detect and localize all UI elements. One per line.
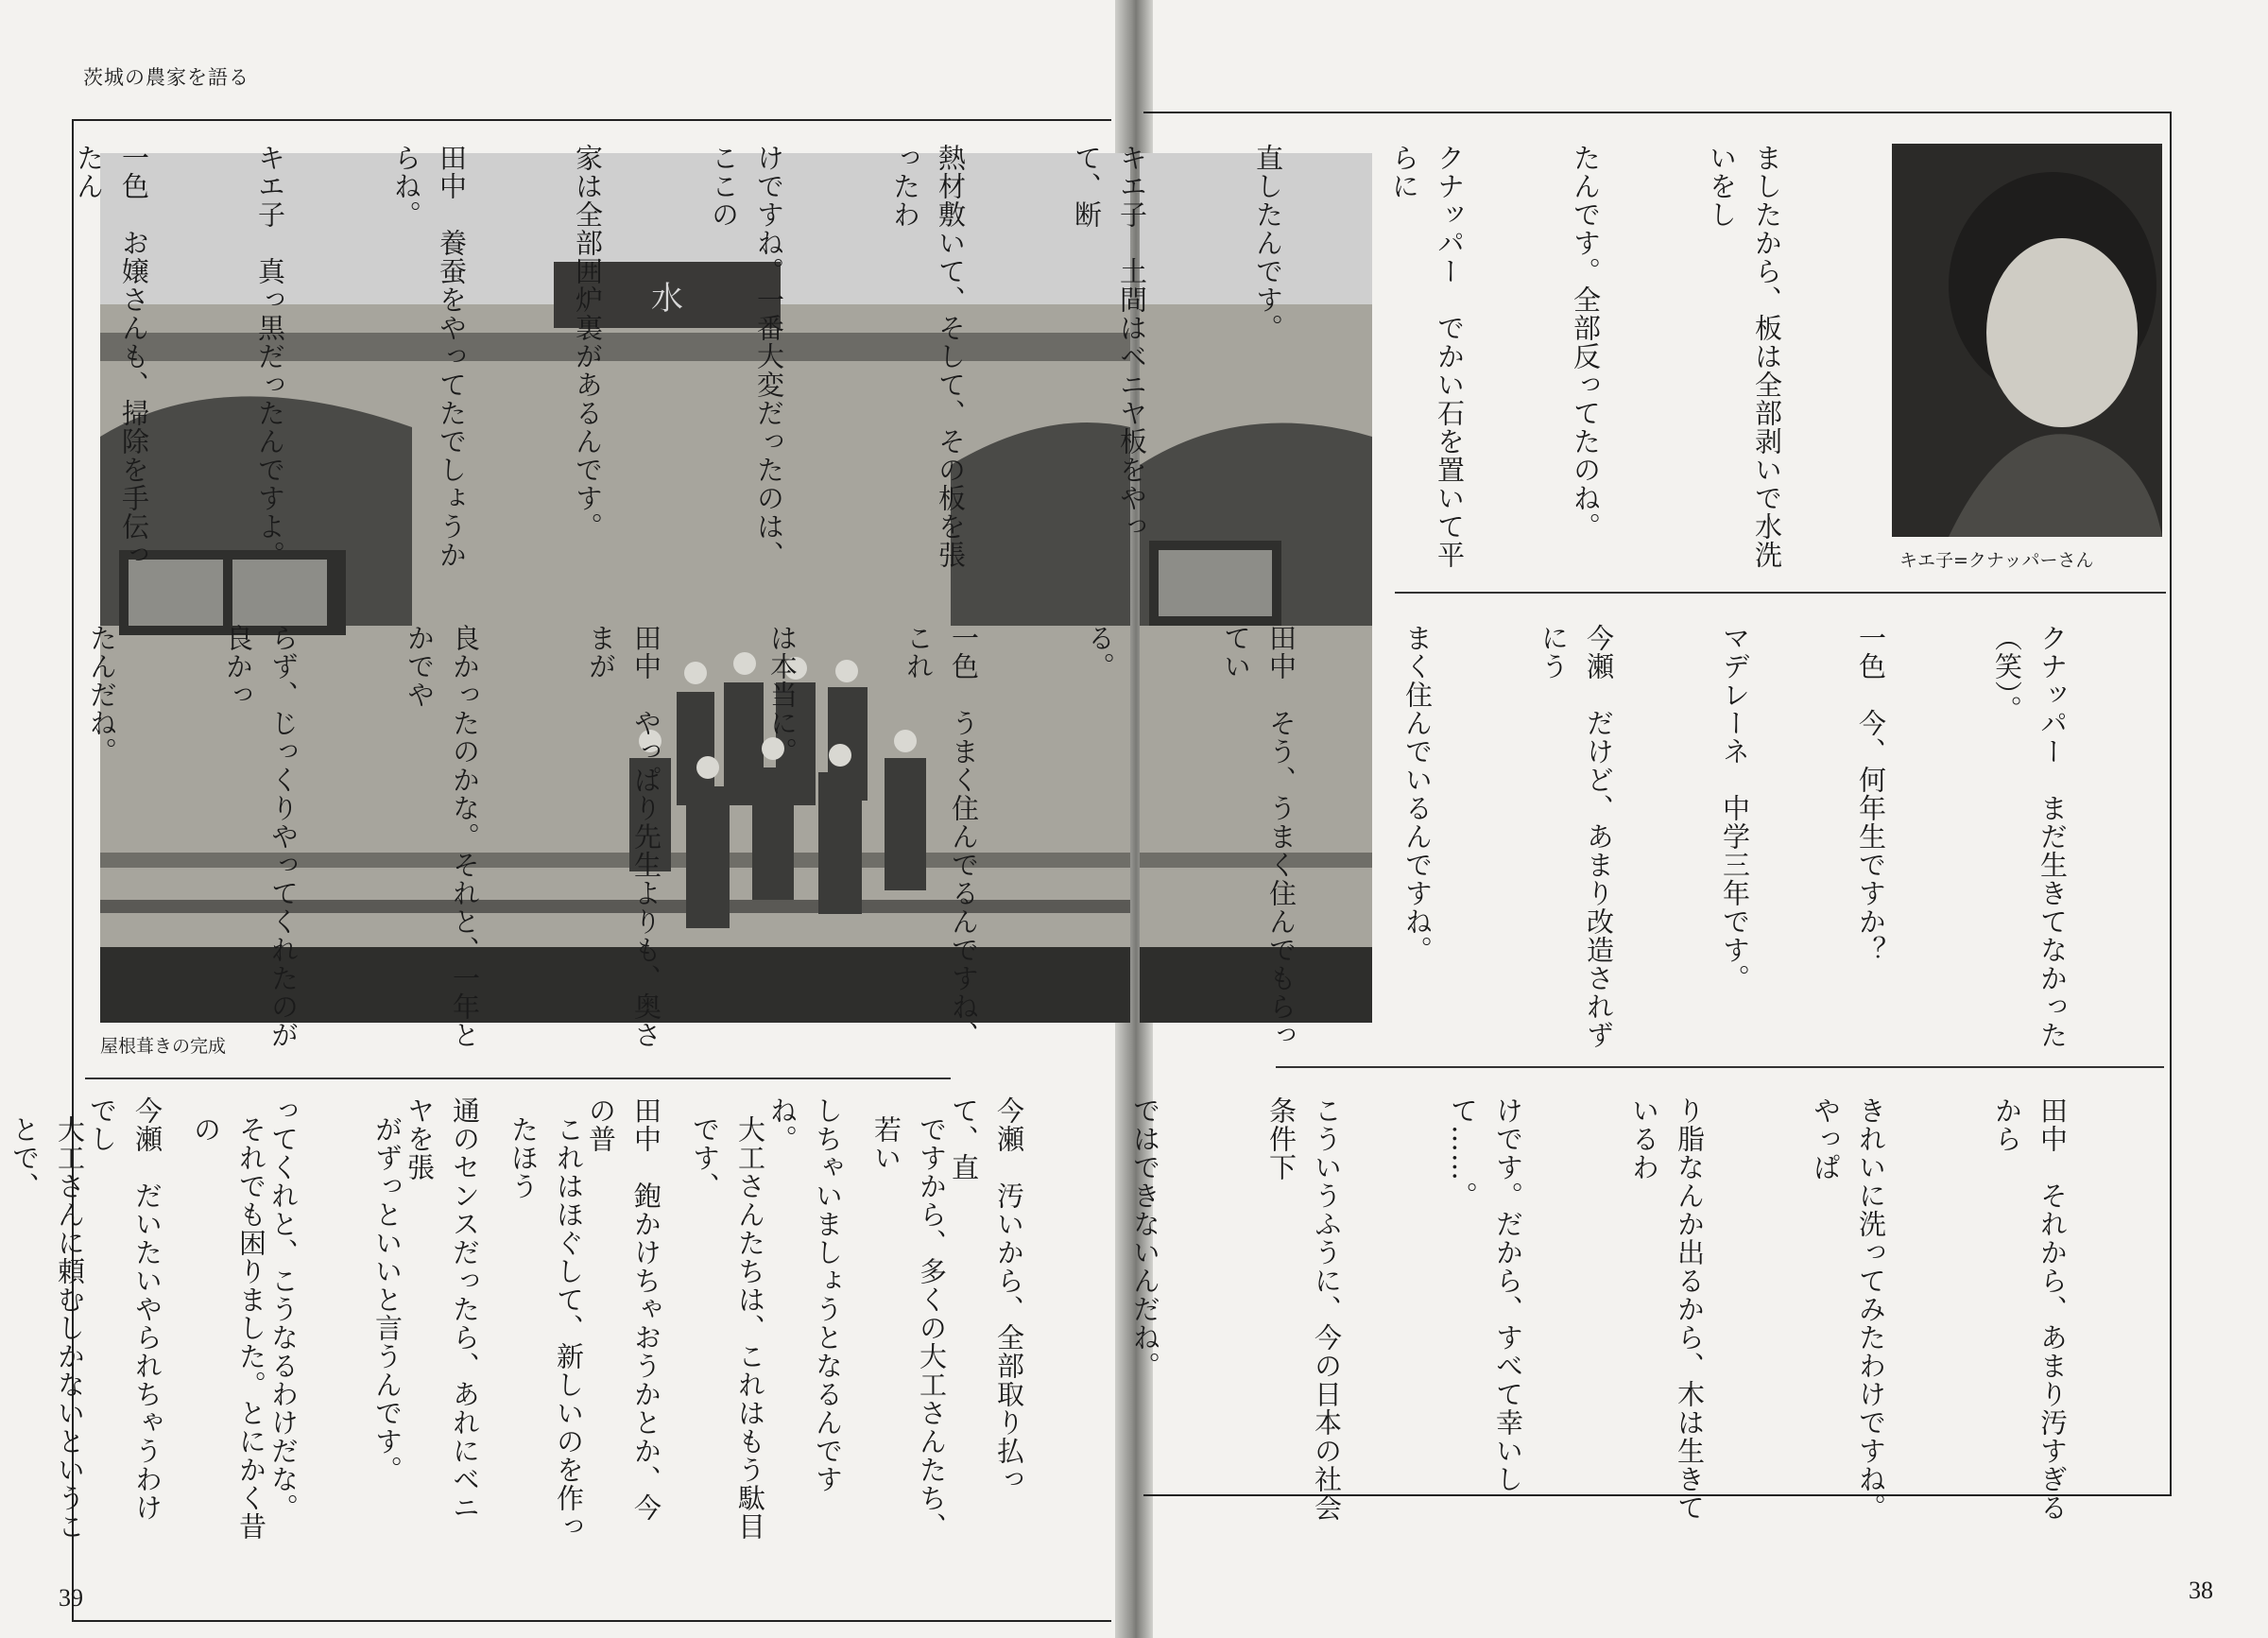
text-block-left-lower	[9, 1115, 1045, 1560]
running-head: 茨城の農家を語る	[83, 66, 249, 89]
text-line: 田中 やっぱり先生よりも、奥さまが	[585, 624, 662, 1049]
text-line: は本当に。	[766, 624, 799, 766]
text-line: らず、じっくりやってくれたのが良かっ	[222, 624, 300, 1049]
text-line: それでも困りました。とにかく昔の	[190, 1115, 267, 1541]
text-line: キエ子 真っ黒だったんですよ。	[254, 144, 286, 569]
text-line: がずっといいと言うんです。	[371, 1115, 404, 1484]
text-line: 熱材敷いて、そして、その板を張ったわ	[889, 144, 967, 569]
text-line: マデレーネ 中学三年です。	[1719, 624, 1751, 992]
text-line: 今瀬 だけど、あまり改造されずにう	[1538, 624, 1615, 1049]
roof-sign-text: 水	[651, 280, 683, 318]
text-line: こういうふうに、今の日本の社会条件下	[1265, 1096, 1343, 1522]
text-line: 直したんです。	[1252, 144, 1284, 342]
text-line: けですね。一番大変だったのは、ここの	[708, 144, 785, 569]
page-number-left: 39	[59, 1584, 83, 1612]
text-line: 今瀬 だいたいやられちゃうわけでし	[86, 1096, 163, 1522]
divider-lower	[1276, 1066, 2164, 1068]
text-line: る。	[1084, 624, 1116, 681]
text-line: ましたから、板は全部剥いで水洗いをし	[1706, 144, 1783, 569]
photo-caption: 屋根葺きの完成	[100, 1036, 227, 1057]
text-line: クナッパー まだ生きてなかった（笑）。	[1991, 624, 2069, 1049]
text-line: キエ子 土間はベニヤ板をやって、断	[1071, 144, 1148, 541]
text-line: まく住んでいるんですね。	[1401, 624, 1434, 964]
text-line: 大工さんたちは、これはもう駄目です、	[689, 1115, 766, 1541]
text-line: ですから、多くの大工さんたち、若い	[870, 1115, 948, 1541]
text-line: り脂なんか出るから、木は生きているわ	[1628, 1096, 1706, 1522]
text-line: 大工さんに頼むしかないということで、	[9, 1115, 86, 1541]
text-line: 一色 お嬢さんも、掃除を手伝ったん	[73, 144, 150, 569]
text-line: けです。だから、すべて幸いして……。	[1447, 1096, 1524, 1493]
text-line: たんです。全部反ってたのね。	[1570, 144, 1602, 541]
text-line: 一色 今、何年生ですか？	[1855, 624, 1887, 964]
text-line: 家は全部囲炉裏があるんです。	[572, 144, 604, 541]
text-line: ではできないんだね。	[1129, 1096, 1161, 1380]
text-line: たんだね。	[86, 624, 118, 766]
text-line: ってくれと、こうなるわけだな。	[267, 1096, 300, 1522]
text-line: 田中 そう、うまく住んでもらってい	[1220, 624, 1297, 1049]
page-number-right: 38	[2189, 1577, 2213, 1604]
text-line: 今瀬 汚いから、全部取り払って、直	[948, 1096, 1025, 1493]
text-line: 良かったのかな。それと、一年とかでや	[404, 624, 481, 1049]
text-line: クナッパー でかい石を置いて平らに	[1388, 144, 1466, 569]
text-line: 一色 うまく住んでるんですね、これ	[902, 624, 980, 1049]
text-line: きれいに洗ってみたわけですね。やっぱ	[1810, 1096, 1887, 1522]
text-line: これはほぐして、新しいのを作ったほう	[507, 1115, 585, 1541]
portrait-drawing	[1892, 144, 2162, 537]
portrait-photo	[1892, 144, 2162, 537]
portrait-caption: キエ子=クナッパーさん	[1899, 550, 2094, 571]
divider-upper	[1395, 592, 2166, 594]
divider-left	[85, 1078, 951, 1079]
text-line: しちゃいましょうとなるんですね。	[766, 1096, 844, 1493]
text-block-right-upper	[73, 144, 1881, 588]
text-line: 田中 養蚕をやってたでしょうからね。	[390, 144, 468, 569]
text-line: 田中 それから、あまり汚すぎるから	[1991, 1096, 2069, 1522]
text-line: 通のセンスだったら、あれにベニヤを張	[404, 1096, 481, 1522]
text-line: 田中 鉋かけちゃおうかとか、今の普	[585, 1096, 662, 1522]
